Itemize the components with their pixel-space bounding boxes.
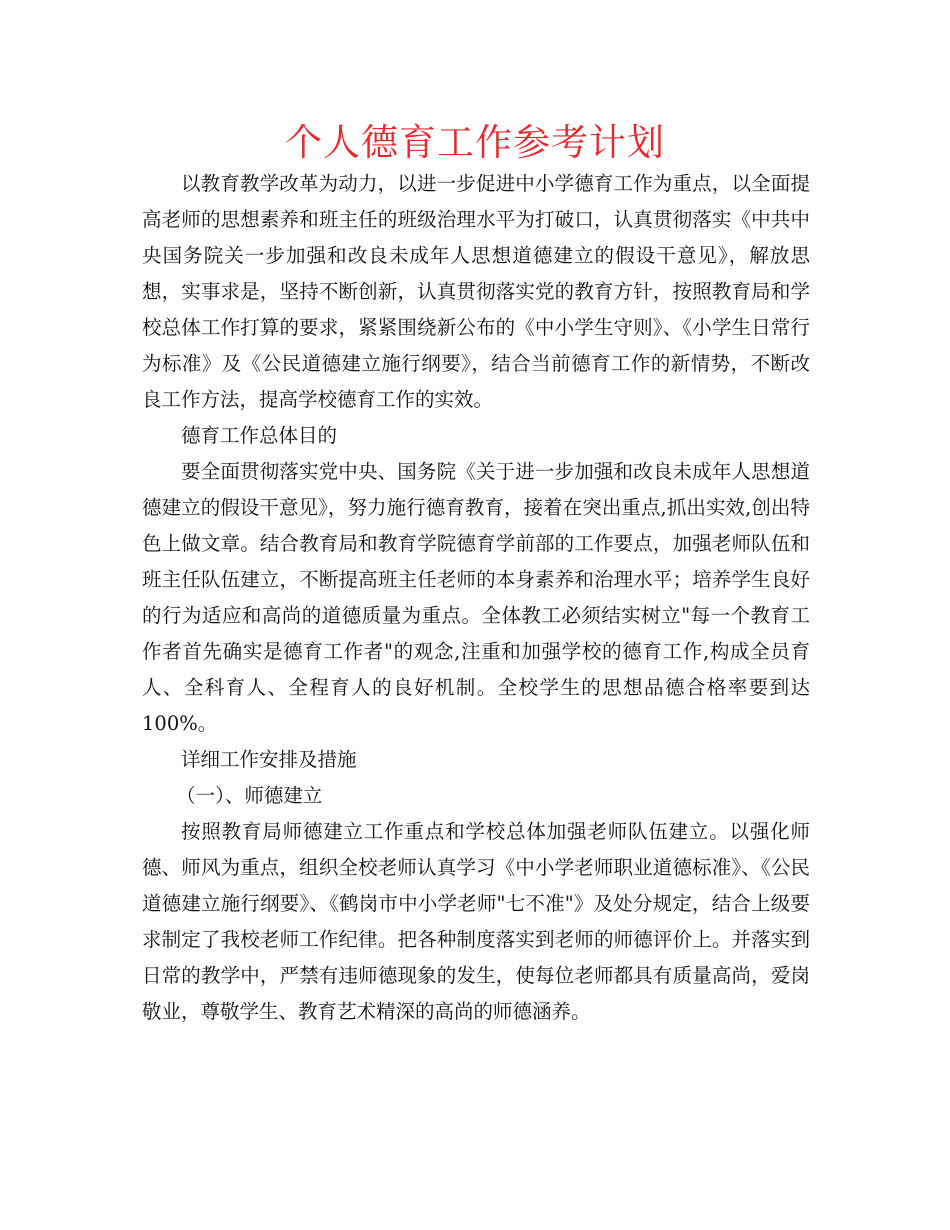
heading-work-arrangements: 详细工作安排及措施 [181,748,357,771]
paragraph-intro: 以教育教学改革为动力，以进一步促进中小学德育工作为重点，以全面提高老师的思想素养和班主任的班级治理水平为打破口，认真贯彻落实《中共中央国务院关一步加强和改良未成年人思想道德建立的假设干意见》，解放思想，实事求是，坚持不断创新，认真贯彻落实党的教育方针，按照教育局和学校总体工作打算的要求，紧紧围绕新公布的《中小学生守则》、《小学生日常行为标准》及《公民道德建立施行纲要》，结合当前德育工作的新情势，不断改良工作方法，提高学校德育工作的实效。 [142,172,810,411]
heading-teacher-ethics: （一）、师德建立 [176,784,323,807]
paragraph-teacher-ethics: 按照教育局师德建立工作重点和学校总体加强老师队伍建立。以强化师德、师风为重点，组织全校老师认真学习《中小学老师职业道德标准》、《公民道德建立施行纲要》、《鹤岗市中小学老师"七不准"》及处分规定，结合上级要求制定了我校老师工作纪律。把各种制度落实到老师的师德评价上。并落实到日常的教学中，严禁有违师德现象的发生，使每位老师都具有质量高尚，爱岗敬业，尊敬学生、教育艺术精深的高尚的师德涵养。 [142,820,810,1023]
document-body [142,166,810,1030]
heading-overall-goal: 德育工作总体目的 [181,424,338,447]
document-title: 个人德育工作参考计划 [285,121,665,164]
paragraph-overall-goal: 要全面贯彻落实党中央、国务院《关于进一步加强和改良未成年人思想道德建立的假设干意见》，努力施行德育教育，接着在突出重点,抓出实效,创出特色上做文章。结合教育局和教育学院德育学前部的工作要点，加强老师队伍和班主任队伍建立，不断提高班主任老师的本身素养和治理水平；培养学生良好的行为适应和高尚的道德质量为重点。全体教工必须结实树立"每一个教育工作者首先确实是德育工作者"的观念,注重和加强学校的德育工作,构成全员育人、全科育人、全程育人的良好机制。全校学生的思想品德合格率要到达100%。 [142,460,810,735]
